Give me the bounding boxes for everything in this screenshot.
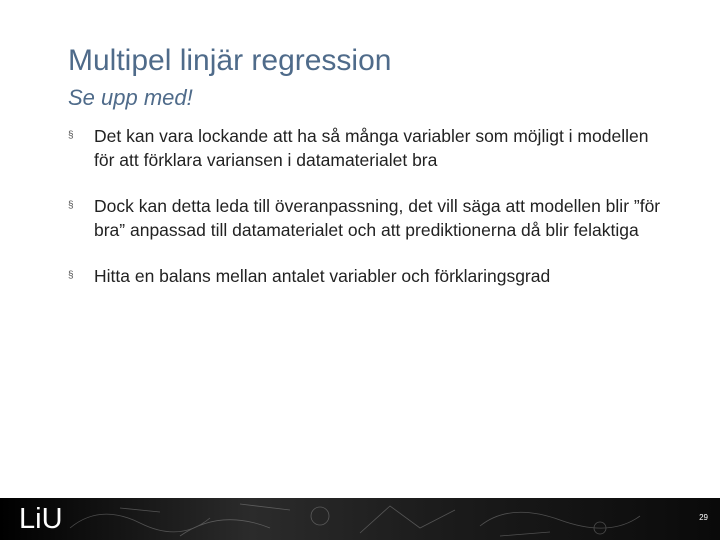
bullet-item xyxy=(68,124,668,172)
slide-title: Multipel linjär regression xyxy=(68,44,392,77)
slide-subtitle: Se upp med! xyxy=(68,85,193,110)
bullet-text: Dock kan detta leda till överanpassning, det vill säga att modellen blir ”för bra” anpassad till datamaterialet och att prediktionerna då blir felaktiga xyxy=(94,196,661,240)
bullet-marker-icon: § xyxy=(68,270,74,281)
bullet-item xyxy=(68,194,668,242)
bullet-text: Det kan vara lockande att ha så många variabler som möjligt i modellen för att förklara variansen i datamaterialet bra xyxy=(94,126,649,170)
bullet-marker-icon: § xyxy=(68,200,74,211)
page-number: 29 xyxy=(699,513,708,522)
bullet-marker-icon: § xyxy=(68,130,74,141)
bullet-list xyxy=(68,124,668,310)
footer-texture-decoration xyxy=(60,498,680,540)
bullet-text: Hitta en balans mellan antalet variabler och förklaringsgrad xyxy=(94,266,551,286)
footer-bar xyxy=(0,498,720,540)
liu-logo: LiU xyxy=(19,503,63,535)
bullet-item xyxy=(68,264,668,288)
